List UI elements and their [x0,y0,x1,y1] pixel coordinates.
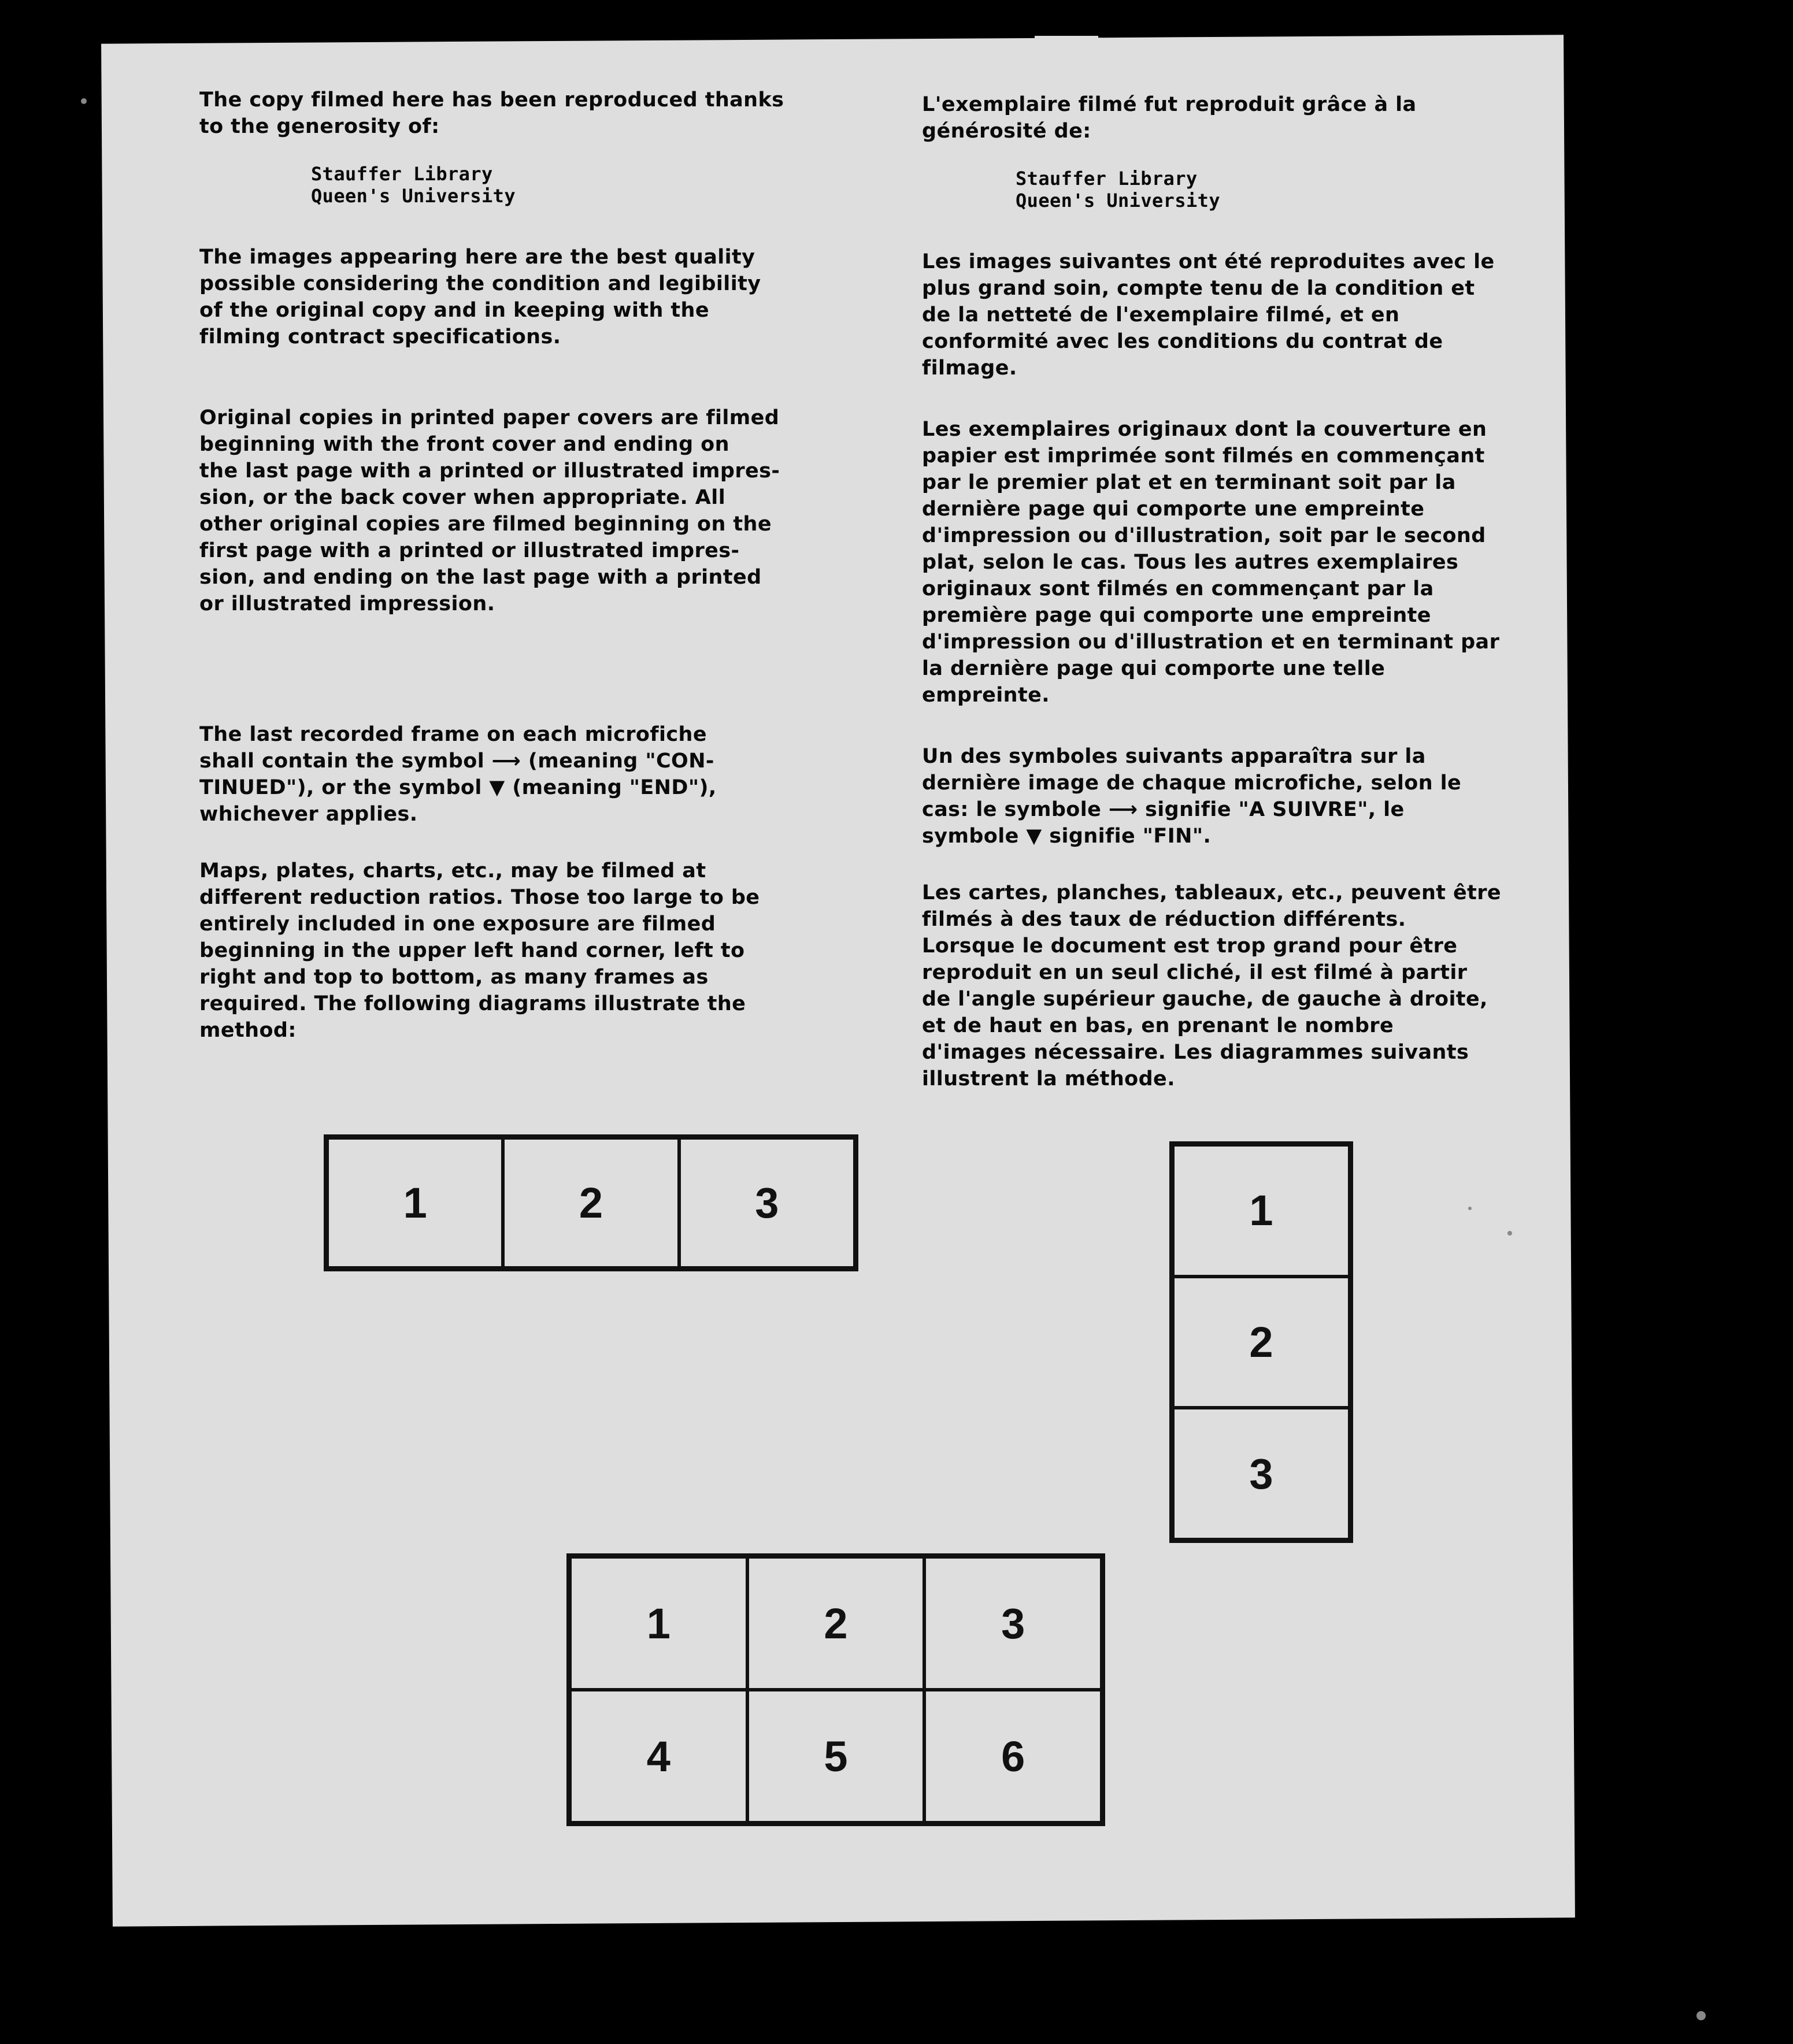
french-quality-note: Les images suivantes ont été reproduites avec le plus grand soin, compte tenu de la condition et de la netteté de l'exemplaire filmé, et en conformité avec les conditions du contrat de filmage. [922,250,1495,380]
sheet-tab [1035,36,1098,44]
frame-cell: 2 [503,1138,679,1268]
frame-cell: 5 [747,1690,925,1823]
frame-cell: 1 [1173,1145,1350,1277]
english-credit-intro: The copy filmed here has been reproduced thanks to the generosity of: [199,88,784,138]
french-column [922,91,1506,1092]
dust-speck [1468,1207,1472,1210]
frame-cell: 2 [747,1557,925,1690]
english-symbol-note: The last recorded frame on each microfiche shall contain the symbol ⟶ (meaning "CON- TINUED"), or the symbol ▼ (meaning "END"), whichever applies. [199,723,717,826]
english-library-name: Stauffer Library Queen's University [311,163,516,207]
french-maps-note: Les cartes, planches, tableaux, etc., peuvent être filmés à des taux de réduction différents. Lorsque le document est trop grand pour être reproduit en un seul cliché, il est filmé à partir de l'angle supérieur gauche, de gauche à droite, et de haut en bas, en prenant le nombre d'images nécessaire. Les diagrammes suivants illustrent la méthode. [922,881,1502,1090]
frame-cell: 3 [924,1557,1102,1690]
vertical-frame-diagram [1169,1141,1353,1543]
frame-cell: 6 [924,1690,1102,1823]
english-column [199,87,806,1044]
frame-cell: 2 [1173,1277,1350,1408]
english-filming-order: Original copies in printed paper covers are filmed beginning with the front cover and ending on the last page with a printed or illustrated impres- sion, or the back cover when appropriate. All other original copies are filmed beginning on the first page with a printed or illustrated impres- sion, and ending on the last page with a printed or illustrated impression. [199,406,780,615]
english-quality-note: The images appearing here are the best quality possible considering the condition and legibility of the original copy and in keeping with the filming contract specifications. [199,246,761,348]
dust-speck [81,98,87,104]
frame-cell: 1 [570,1557,747,1690]
french-filming-order: Les exemplaires originaux dont la couverture en papier est imprimée sont filmés en commençant par le premier plat et en terminant soit par la dernière page qui comporte une empreinte d'impression ou d'illustration, soit par le second plat, selon le cas. Tous les autres exemplaires originaux sont filmés en commençant par la première page qui comporte une empreinte d'impression ou d'illustration et en terminant par la dernière page qui comporte une telle empreinte. [922,418,1500,707]
english-maps-note: Maps, plates, charts, etc., may be filmed at different reduction ratios. Those too large to be entirely included in one exposure are filmed beginning in the upper left hand corner, left to right and top to bottom, as many frames as required. The following diagrams illustrate the method: [199,859,760,1042]
french-credit-intro: L'exemplaire filmé fut reproduit grâce à la générosité de: [922,93,1417,143]
grid-frame-diagram [566,1553,1105,1826]
french-symbol-note: Un des symboles suivants apparaîtra sur la dernière image de chaque microfiche, selon le cas: le symbole ⟶ signifie "A SUIVRE", le symbole ▼ signifie "FIN". [922,745,1462,848]
frame-cell: 3 [1173,1408,1350,1540]
dust-speck [1507,1231,1512,1236]
frame-cell: 4 [570,1690,747,1823]
french-library-name: Stauffer Library Queen's University [1016,168,1220,212]
frame-cell: 3 [679,1138,855,1268]
horizontal-frame-diagram [324,1134,858,1271]
dust-speck [1696,2011,1706,2020]
frame-cell: 1 [327,1138,503,1268]
